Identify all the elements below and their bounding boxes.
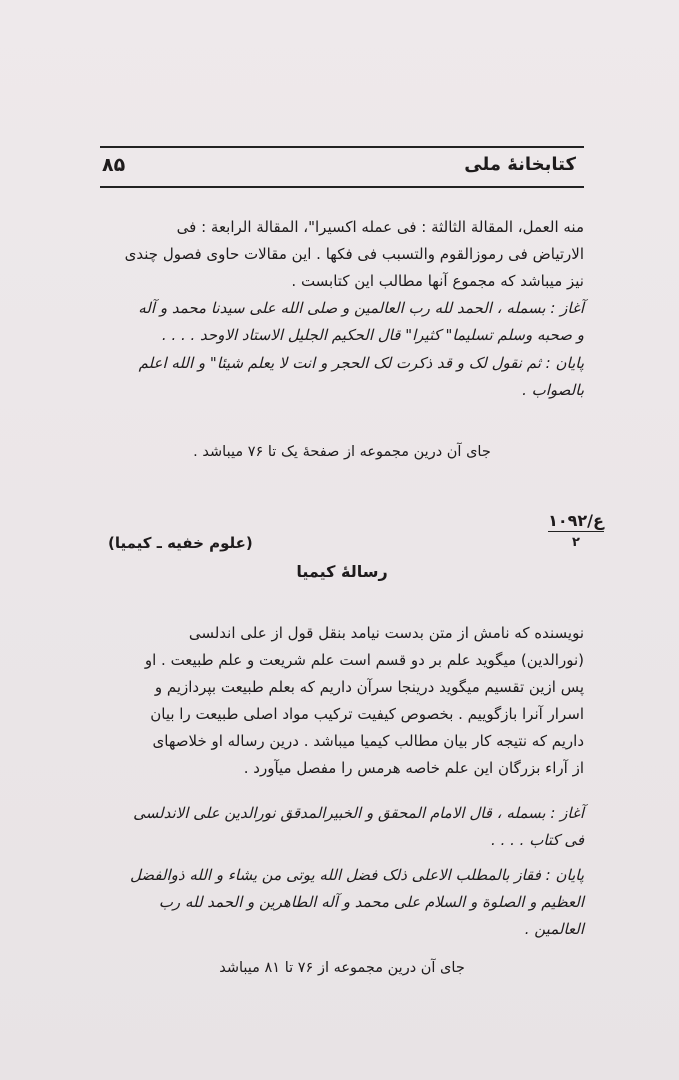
entry1-line: نیز میباشد که مجموع آنها مطالب این کتابست . <box>291 272 584 290</box>
entry1-ending <box>100 350 584 404</box>
entry2-ending-line: العالمین . <box>524 920 584 938</box>
shelf-number <box>536 512 616 552</box>
entry2-line: داریم که نتیجه کار بیان مطالب کیمیا میباشد . درین رساله او خلاصهای <box>152 732 584 750</box>
entry1-line: الارتیاض فی رموزالقوم والتسبب فی فکها . این مقالات حاوی فصول چندی <box>124 245 584 263</box>
entry1-ending-line: بالصواب . <box>522 381 584 399</box>
shelf-number-main: ع/۱۰۹۲ <box>548 511 604 530</box>
subject-category: (علوم خفیه ـ کیمیا) <box>108 534 253 552</box>
entry2-location: جای آن درین مجموعه از ۷۶ تا ۸۱ میباشد <box>219 960 465 976</box>
entry2-line: نویسنده که نامش از متن بدست نیامد بنقل قول از علی اندلسی <box>188 624 584 642</box>
page-title: کتابخانهٔ ملی <box>464 154 576 175</box>
entry2-line: از آراء بزرگان این علم خاصه هرمس را مفصل میآورد . <box>243 759 584 777</box>
entry1-opening-line: آغاز : بسمله ، الحمد لله رب العالمین و صلی الله علی سیدنا محمد و آله <box>138 299 584 317</box>
entry1-opening <box>100 295 584 349</box>
entry2-opening <box>100 800 584 854</box>
entry1-opening-line: و صحبه وسلم تسلیما" کثیرا" قال الحکیم الجلیل الاستاد الاوحد . . . . <box>161 326 584 344</box>
entry2-ending-line: العظیم و الصلوة و السلام علی محمد و آله الطاهرین و الحمد لله رب <box>158 893 584 911</box>
entry2-line: (نورالدین) میگوید علم بر دو قسم است علم شریعت و علم طبیعت . او <box>144 651 584 669</box>
entry1-ending-line: پایان : ثم نقول لک و قد ذکرت لک الحجر و انت لا یعلم شیئا" و الله اعلم <box>138 354 584 372</box>
entry1-line: منه العمل، المقالة الثالثة : فی عمله اکسیرا"، المقالة الرابعة : فی <box>176 218 584 236</box>
entry2-line: پس ازین تقسیم میگوید درینجا سرآن داریم که بعلم طبیعت بپردازیم و <box>154 678 584 696</box>
entry1-description <box>100 214 584 295</box>
entry2-opening-line: آغاز : بسمله ، قال الامام المحقق و الخبیرالمدقق نورالدین علی الاندلسی <box>133 804 584 822</box>
entry2-description <box>100 620 584 782</box>
shelf-number-sub: ۲ <box>572 535 580 550</box>
entry2-line: اسرار آنرا بازگوییم . بخصوص کیفیت ترکیب مواد اصلی طبیعت را بیان <box>150 705 584 723</box>
page-number: ۸۵ <box>102 154 126 176</box>
entry1-location: جای آن درین مجموعه از صفحهٔ یک تا ۷۶ میباشد . <box>193 444 491 460</box>
entry2-opening-line: فی کتاب . . . . <box>491 831 584 849</box>
entry2-ending-line: پایان : فقاز بالمطلب الاعلی ذلک فضل الله یوتی من یشاء و الله ذوالفضل <box>129 866 584 884</box>
entry2-ending <box>100 862 584 943</box>
page-header <box>100 146 584 188</box>
work-title: رسالهٔ کیمیا <box>296 562 388 581</box>
